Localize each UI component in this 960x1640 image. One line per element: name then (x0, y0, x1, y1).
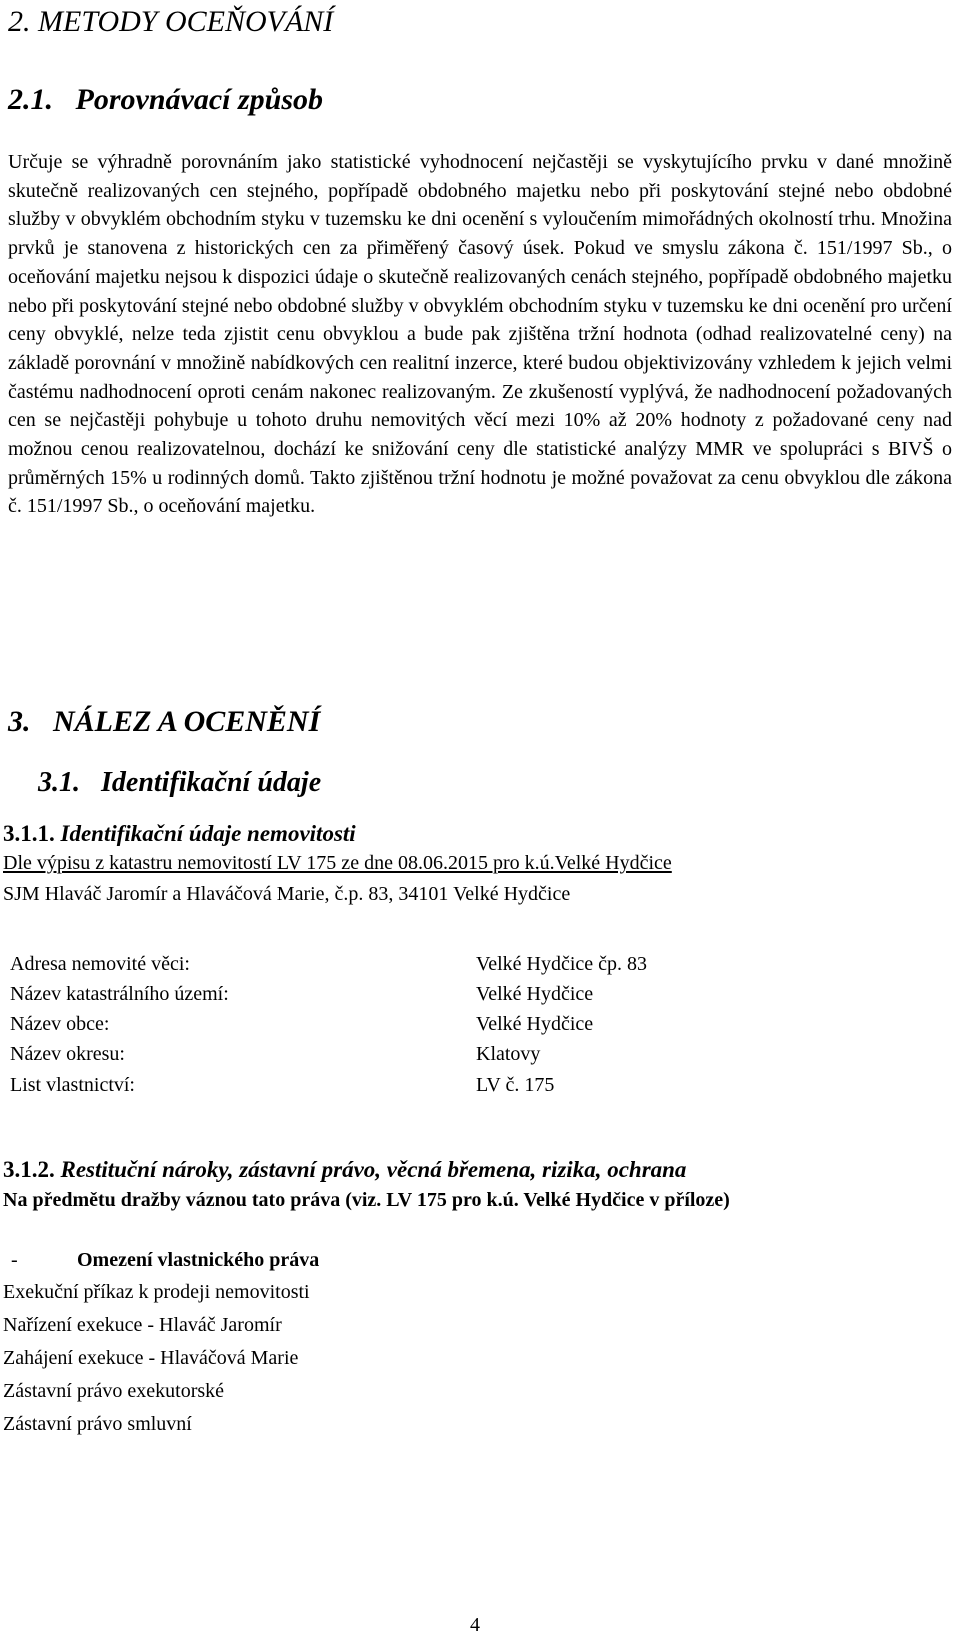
list-item: Zástavní právo exekutorské (3, 1380, 225, 1402)
encumbrance-intro: Na předmětu dražby váznou tato práva (viz. LV 175 pro k.ú. Velké Hydčice v příloze) (3, 1189, 730, 1211)
section-heading-nalez: 3. NÁLEZ A OCENĚNÍ (8, 705, 321, 738)
field-label: Adresa nemovité věci: (10, 953, 190, 975)
owner-line: SJM Hlaváč Jaromír a Hlaváčová Marie, č.p. 83, 34101 Velké Hydčice (3, 883, 571, 905)
list-item: Nařízení exekuce - Hlaváč Jaromír (3, 1314, 282, 1336)
field-value: Velké Hydčice čp. 83 (476, 953, 648, 975)
bullet-heading (3, 1246, 319, 1274)
bullet-title: Omezení vlastnického práva (77, 1249, 320, 1271)
section-heading-metody: 2. METODY OCEŇOVÁNÍ (8, 5, 334, 38)
field-value: Velké Hydčice (476, 1013, 594, 1035)
heading-number: 3.1.2. (3, 1157, 55, 1182)
field-label: Název okresu: (10, 1043, 125, 1065)
field-value: LV č. 175 (476, 1074, 555, 1096)
field-label: List vlastnictví: (10, 1074, 135, 1096)
heading-title: Identifikační údaje nemovitosti (60, 821, 356, 846)
list-item: Zástavní právo smluvní (3, 1413, 192, 1435)
heading-title: Restituční nároky, zástavní právo, věcná břemena, rizika, ochrana (60, 1157, 687, 1182)
subsubsection-heading-312 (3, 1155, 686, 1185)
subsection-heading-porovnavaci: 2.1. Porovnávací způsob (8, 83, 323, 116)
field-value: Velké Hydčice (476, 983, 594, 1005)
heading-number: 3.1.1. (3, 821, 55, 846)
cadastre-source-line: Dle výpisu z katastru nemovitostí LV 175 ze dne 08.06.2015 pro k.ú.Velké Hydčice (3, 852, 672, 874)
field-value: Klatovy (476, 1043, 541, 1065)
field-label: Název obce: (10, 1013, 110, 1035)
subsection-heading-identifikace: 3.1. Identifikační údaje (38, 767, 322, 798)
field-label: Název katastrálního území: (10, 983, 229, 1005)
list-item: Exekuční příkaz k prodeji nemovitosti (3, 1281, 310, 1303)
page-number: 4 (470, 1614, 480, 1636)
subsubsection-heading-311 (3, 819, 356, 849)
bullet-dash: - (11, 1249, 18, 1271)
list-item: Zahájení exekuce - Hlaváčová Marie (3, 1347, 299, 1369)
method-paragraph: Určuje se výhradně porovnáním jako statistické vyhodnocení nejčastěji se vyskytujícího prvku v dané množině skutečně realizovaných cen stejného, popřípadě obdobného majetku nebo při poskytování stejné nebo obdobné služby v obvyklém obchodním styku v tuzemsku ke dni ocenění s vyloučením mimořádných okolností trhu. Množina prvků je stanovena z historických cen za přiměřený časový úsek. Pokud ve smyslu zákona č. 151/1997 Sb., o oceňování majetku nejsou k dispozici údaje o skutečně realizovaných cenách stejného, popřípadě obdobného majetku nebo při poskytování stejné nebo obdobné služby v obvyklém obchodním styku v tuzemsku ke dni ocenění pro určení ceny obvyklé, nelze teda zjistit cenu obvyklou a bude pak zjištěna tržní hodnota (odhad realizovatelné ceny) na základě porovnání v množině nabídkových cen realitní inzerce, které budou objektivizovány vzhledem k jejich velmi častému nadhodnocení oproti cenám nakonec realizovaným. Ze zkušeností vyplývá, že nadhodnocení požadovaných cen se nejčastěji pohybuje u tohoto druhu nemovitých věcí mezi 10% až 20% hodnoty z požadované ceny nad možnou cenou realizovatelnou, dochází ke snižování ceny dle statistické analýzy MMR ve spolupráci s BIVŠ o průměrných 15% u rodinných domů. Takto zjištěnou tržní hodnotu je možné považovat za cenu obvyklou dle zákona č. 151/1997 Sb., o oceňování majetku. (8, 151, 952, 518)
